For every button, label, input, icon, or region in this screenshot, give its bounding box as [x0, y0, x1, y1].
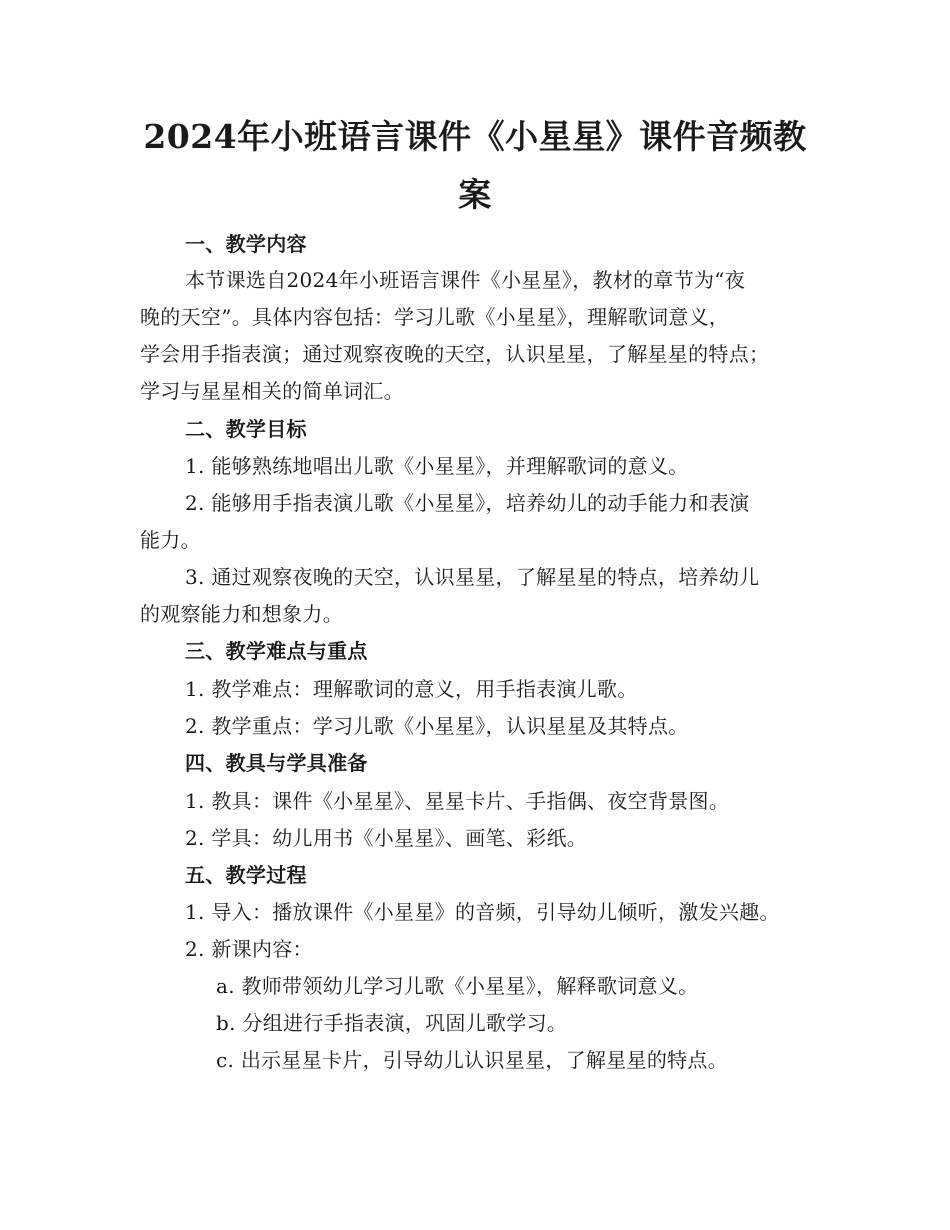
- list-item: 2. 能够用手指表演儿歌《小星星》，培养幼儿的动手能力和表演: [185, 491, 750, 515]
- paragraph-line: 学习与星星相关的简单词汇。: [140, 379, 404, 403]
- document-title: 2024年小班语言课件《小星星》课件音频教案: [143, 117, 807, 214]
- sub-list-item: a. 教师带领幼儿学习儿歌《小星星》，解释歌词意义。: [216, 974, 699, 998]
- section-heading-key-points: 三、教学难点与重点: [185, 639, 368, 663]
- list-item-continuation: 能力。: [140, 528, 201, 552]
- section-heading-materials: 四、教具与学具准备: [185, 751, 368, 775]
- section-heading-content: 一、教学内容: [185, 232, 307, 256]
- sub-list-item: c. 出示星星卡片，引导幼儿认识星星，了解星星的特点。: [216, 1048, 729, 1072]
- list-item: 1. 导入：播放课件《小星星》的音频，引导幼儿倾听，激发兴趣。: [185, 900, 780, 924]
- section-heading-process: 五、教学过程: [185, 863, 307, 887]
- list-item: 2. 教学重点：学习儿歌《小星星》，认识星星及其特点。: [185, 714, 689, 738]
- paragraph-line: 学会用手指表演；通过观察夜晚的天空，认识星星，了解星星的特点；: [140, 342, 770, 366]
- paragraph-line: 本节课选自2024年小班语言课件《小星星》，教材的章节为“夜: [185, 268, 746, 292]
- list-item: 2. 学具：幼儿用书《小星星》、画笔、彩纸。: [185, 826, 588, 850]
- list-item-continuation: 的观察能力和想象力。: [140, 602, 343, 626]
- list-item: 2. 新课内容：: [185, 937, 313, 961]
- section-heading-goals: 二、教学目标: [185, 417, 307, 441]
- list-item: 1. 教学难点：理解歌词的意义，用手指表演儿歌。: [185, 677, 638, 701]
- list-item: 3. 通过观察夜晚的天空，认识星星，了解星星的特点，培养幼儿: [185, 565, 760, 589]
- sub-list-item: b. 分组进行手指表演，巩固儿歌学习。: [216, 1011, 568, 1035]
- list-item: 1. 能够熟练地唱出儿歌《小星星》，并理解歌词的意义。: [185, 454, 689, 478]
- paragraph-line: 晚的天空”。具体内容包括：学习儿歌《小星星》，理解歌词意义，: [140, 305, 730, 329]
- list-item: 1. 教具：课件《小星星》、星星卡片、手指偶、夜空背景图。: [185, 789, 730, 813]
